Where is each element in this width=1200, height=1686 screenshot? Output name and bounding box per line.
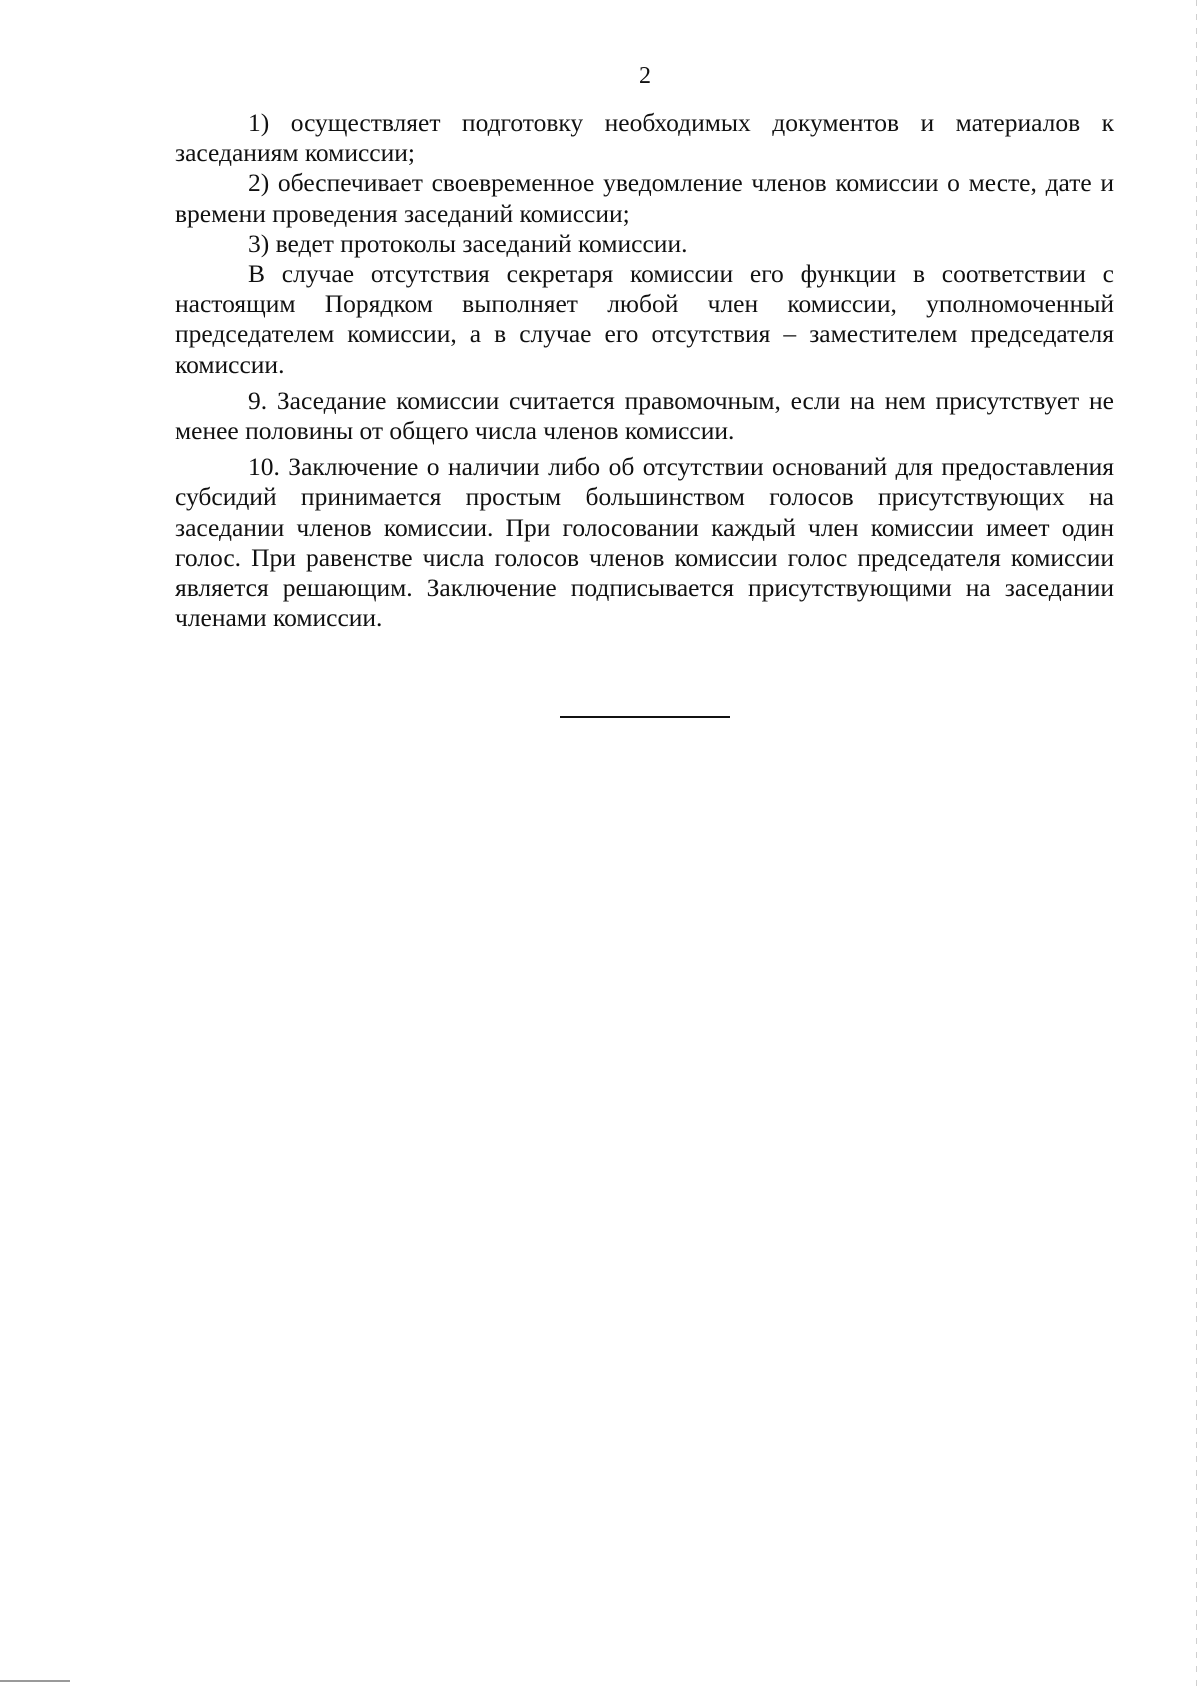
- end-of-text-rule: [560, 716, 730, 718]
- paragraph-duty-3: 3) ведет протоколы заседаний комиссии.: [248, 228, 688, 258]
- scan-bottom-mark: [0, 1680, 70, 1682]
- page-number: 2: [639, 63, 651, 89]
- paragraph-duty-2: 2) обеспечивает своевременное уведомление членов комиссии о месте, дате и времени проведения заседаний комиссии;: [175, 168, 1114, 228]
- paragraph-secretary-absence: В случае отсутствия секретаря комиссии его функции в соответствии с настоящим Порядком выполняет любой член комиссии, уполномоченный председателем комиссии, а в случае его отсутствия – заместителем председателя комиссии.: [175, 259, 1114, 379]
- paragraph-item-9: 9. Заседание комиссии считается правомочным, если на нем присутствует не менее половины от общего числа членов комиссии.: [175, 385, 1114, 446]
- paragraph-item-10: 10. Заключение о наличии либо об отсутствии оснований для предоставления субсидий принимается простым большинством голосов присутствующих на заседании членов комиссии. При голосовании каждый член комиссии имеет один голос. При равенстве числа голосов членов комиссии голос председателя комиссии является решающим. Заключение подписывается присутствующими на заседании членами комиссии.: [175, 452, 1114, 633]
- document-body: [175, 108, 1114, 633]
- paragraph-duty-1: 1) осуществляет подготовку необходимых документов и материалов к заседаниям комиссии;: [175, 108, 1114, 168]
- scan-edge-artifact: [1196, 0, 1197, 1686]
